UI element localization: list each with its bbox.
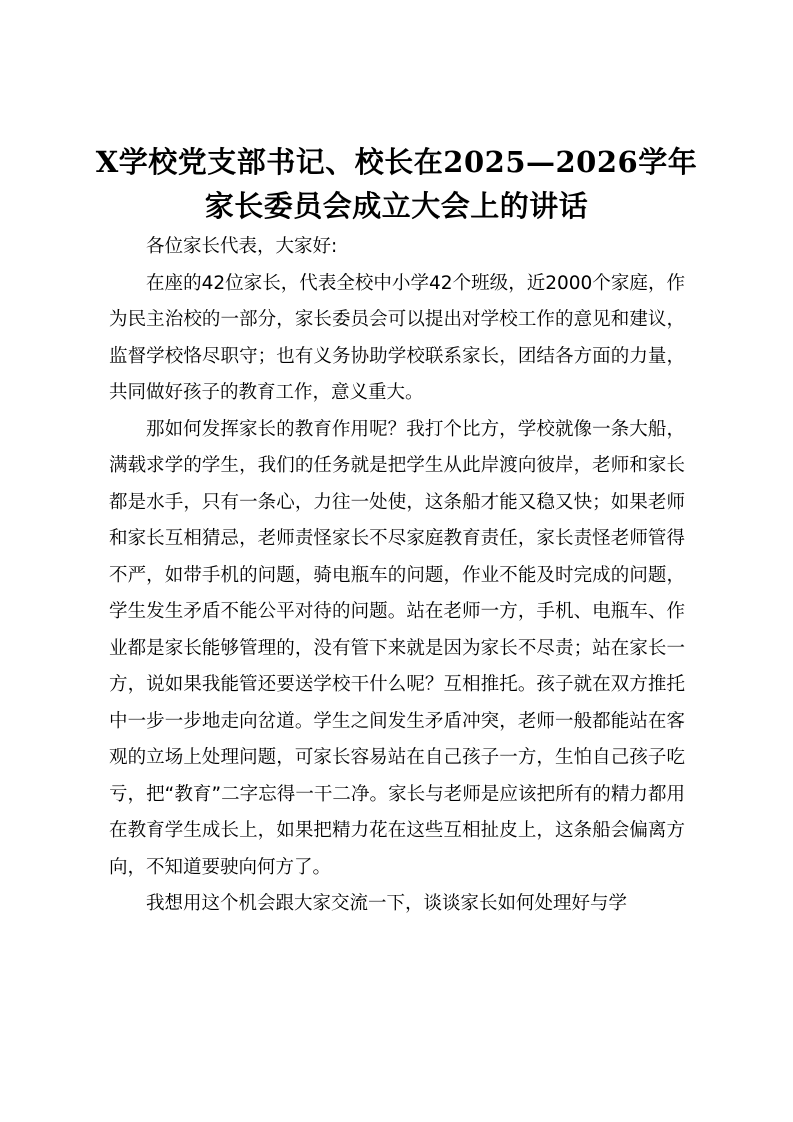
- paragraph-exchange: 我想用这个机会跟大家交流一下，谈谈家长如何处理好与学: [146, 893, 628, 914]
- document-body: [109, 229, 685, 923]
- paragraph-committee-role: 在座的42位家长，代表全校中小学42个班级，近2000个家庭，作为民主治校的一部分，家长委员会可以提出对学校工作的意见和建议，监督学校恪尽职守；也有义务协助学校联系家长，团结各方面的力量，共同做好孩子的教育工作，意义重大。: [109, 272, 685, 403]
- paragraph-greeting: 各位家长代表，大家好:: [146, 236, 338, 257]
- paragraph-ship-metaphor: 那如何发挥家长的教育作用呢？我打个比方，学校就像一条大船，满载求学的学生，我们的任务就是把学生从此岸渡向彼岸，老师和家长都是水手，只有一条心，力往一处使，这条船才能又稳又快；如果老师和家长互相猜忌，老师责怪家长不尽家庭教育责任，家长责怪老师管得不严，如带手机的问题，骑电瓶车的问题，作业不能及时完成的问题，学生发生矛盾不能公平对待的问题。站在老师一方，手机、电瓶车、作业都是家长能够管理的，没有管下来就是因为家长不尽责；站在家长一方，说如果我能管还要送学校干什么呢？互相推托。孩子就在双方推托中一步一步地走向岔道。学生之间发生矛盾冲突，老师一般都能站在客观的立场上处理问题，可家长容易站在自己孩子一方，生怕自己孩子吃亏，把“教育”二字忘得一干二净。家长与老师是应该把所有的精力都用在教育学生成长上，如果把精力花在这些互相扯皮上，这条船会偏离方向，不知道要驶向何方了。: [109, 418, 685, 878]
- document-title: X学校党支部书记、校长在2025—2026学年家长委员会成立大会上的讲话: [95, 145, 698, 223]
